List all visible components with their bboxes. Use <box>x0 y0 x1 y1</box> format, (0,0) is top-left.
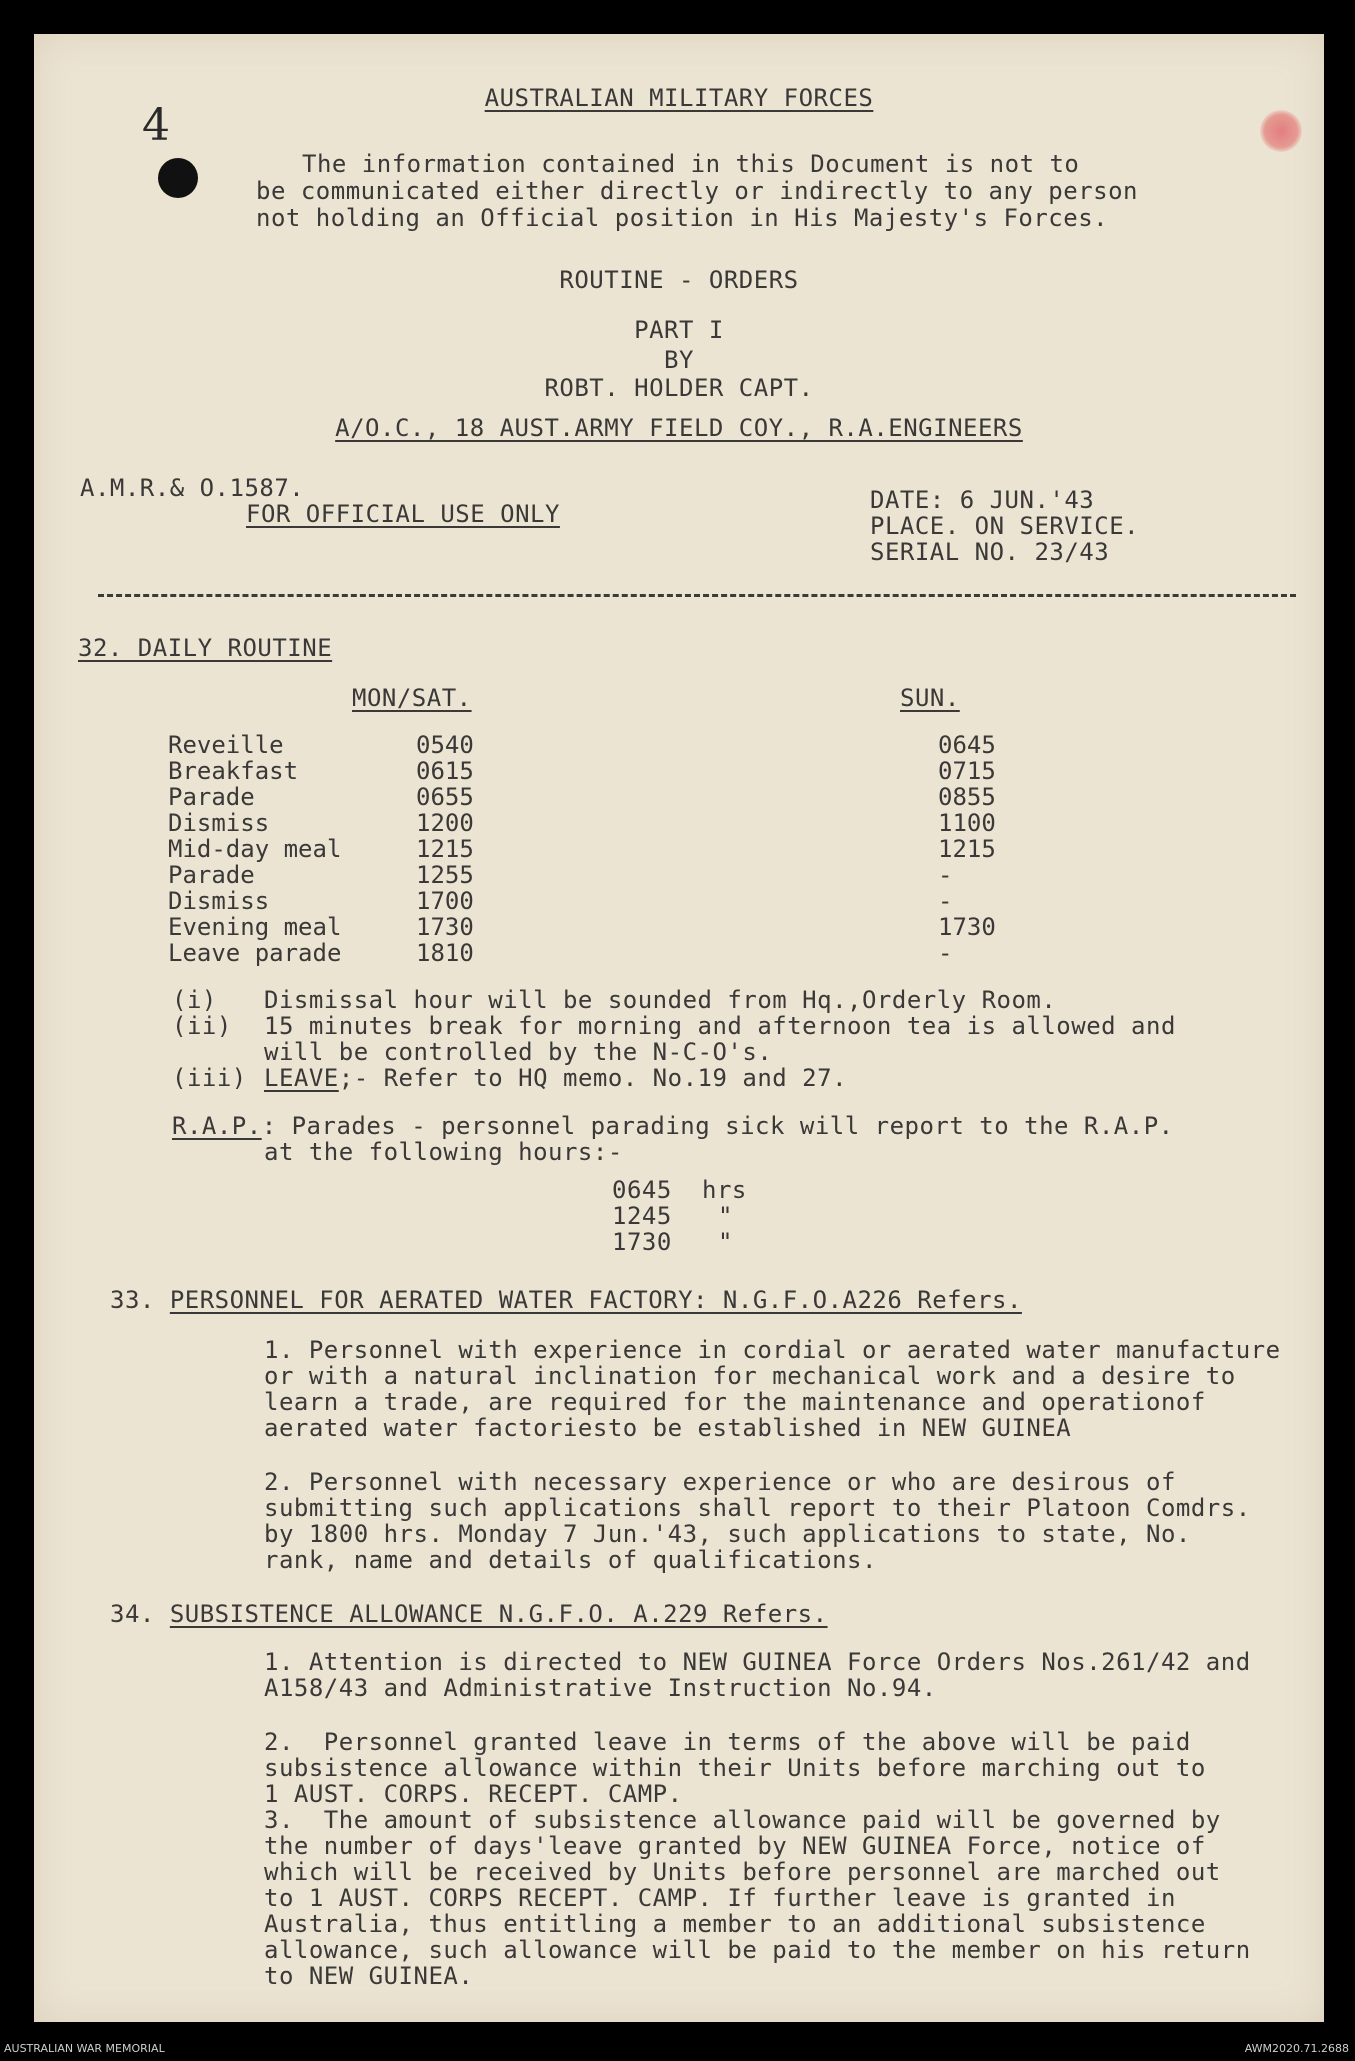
red-seal-mark <box>1260 110 1302 152</box>
s34-p3-line: the number of days'leave granted by NEW GUINEA Force, notice of <box>264 1832 1206 1860</box>
section-34-title: SUBSISTENCE ALLOWANCE N.G.F.O. A.229 Refers. <box>169 1600 828 1628</box>
s34-p3-line: allowance, such allowance will be paid to the member on his return <box>264 1936 1251 1964</box>
routine-time-sun: 1100 <box>938 809 996 837</box>
rap-hour-time: 1245 <box>612 1202 672 1230</box>
s33-p1-line: learn a trade, are required for the maintenance and operationof <box>264 1388 1206 1416</box>
section-33-title <box>170 1286 1022 1314</box>
serial-line: SERIAL NO. 23/43 <box>870 538 1110 566</box>
routine-activity: Breakfast <box>168 757 299 785</box>
section-33-number: 33. <box>110 1286 155 1314</box>
routine-activity: Evening meal <box>168 913 342 941</box>
routine-time-mon-sat: 1200 <box>416 809 474 837</box>
routine-time-mon-sat: 1810 <box>416 939 474 967</box>
routine-time-mon-sat: 1730 <box>416 913 474 941</box>
section-34-heading <box>110 1600 828 1628</box>
s34-p2-line: subsistence allowance within their Units before marching out to <box>264 1754 1206 1782</box>
unit-name: A/O.C., 18 AUST.ARMY FIELD COY., R.A.ENGINEERS <box>335 414 1023 442</box>
routine-time-sun: 1730 <box>938 913 996 941</box>
orders-title: ROUTINE - ORDERS <box>559 266 799 294</box>
rap-label: R.A.P. <box>172 1112 262 1140</box>
s34-p1-line: A158/43 and Administrative Instruction No.94. <box>264 1674 937 1702</box>
routine-activity: Mid-day meal <box>168 835 342 863</box>
col-header-sun: SUN. <box>900 684 960 712</box>
caveat-line-3: not holding an Official position in His Majesty's Forces. <box>256 204 1109 232</box>
routine-time-sun: 0715 <box>938 757 996 785</box>
routine-row <box>168 914 1068 940</box>
routine-time-mon-sat: 1255 <box>416 861 474 889</box>
routine-time-sun: 0645 <box>938 731 996 759</box>
s33-p1-line: aerated water factoriesto be established in NEW GUINEA <box>264 1414 1072 1442</box>
rap-hour-unit: " <box>718 1202 733 1230</box>
regulation-ref: A.M.R.& O.1587. <box>80 474 305 502</box>
by-label: BY <box>664 346 694 374</box>
routine-time-mon-sat: 0655 <box>416 783 474 811</box>
routine-time-sun: 0855 <box>938 783 996 811</box>
section-33-title-text: PERSONNEL FOR AERATED WATER FACTORY: <box>169 1286 708 1314</box>
note-i-text: Dismissal hour will be sounded from Hq.,Orderly Room. <box>264 986 1057 1014</box>
routine-row <box>168 784 1068 810</box>
date-line: DATE: 6 JUN.'43 <box>870 486 1095 514</box>
routine-activity: Reveille <box>168 731 284 759</box>
s34-p3-line: to 1 AUST. CORPS RECEPT. CAMP. If further leave is granted in <box>264 1884 1176 1912</box>
routine-row <box>168 836 1068 862</box>
s34-p3-line: Australia, thus entitling a member to an additional subsistence <box>264 1910 1206 1938</box>
routine-time-mon-sat: 0540 <box>416 731 474 759</box>
routine-time-sun: - <box>938 887 953 915</box>
punch-hole <box>158 158 198 198</box>
routine-time-sun: 1215 <box>938 835 996 863</box>
s34-p3-line: to NEW GUINEA. <box>264 1962 474 1990</box>
routine-time-mon-sat: 0615 <box>416 757 474 785</box>
routine-row <box>168 758 1068 784</box>
rap-hour-time: 0645 <box>612 1176 672 1204</box>
section-34-number: 34. <box>110 1600 155 1628</box>
s34-p3-line: 3. The amount of subsistence allowance paid will be governed by <box>264 1806 1221 1834</box>
rap-hour-time: 1730 <box>612 1228 672 1256</box>
routine-row <box>168 732 1068 758</box>
routine-row <box>168 810 1068 836</box>
document-page <box>34 34 1324 2022</box>
s33-p2-line: rank, name and details of qualifications. <box>264 1546 877 1574</box>
note-iii-label: LEAVE <box>264 1064 339 1092</box>
part-label: PART I <box>634 316 724 344</box>
note-iii-number: (iii) <box>172 1064 247 1092</box>
rap-hour-unit: " <box>718 1228 733 1256</box>
routine-time-mon-sat: 1215 <box>416 835 474 863</box>
place-line: PLACE. ON SERVICE. <box>870 512 1140 540</box>
routine-activity: Leave parade <box>168 939 342 967</box>
rap-hour-unit: hrs <box>702 1176 747 1204</box>
s34-p2-line: 1 AUST. CORPS. RECEPT. CAMP. <box>264 1780 683 1808</box>
header-divider <box>98 594 1296 597</box>
note-iii-line <box>264 1064 847 1092</box>
note-iii-text: ;- Refer to HQ memo. No.19 and 27. <box>338 1064 848 1092</box>
note-ii-number: (ii) <box>172 1012 232 1040</box>
routine-row <box>168 862 1068 888</box>
official-use-label: FOR OFFICIAL USE ONLY <box>246 500 560 528</box>
routine-row <box>168 940 1068 966</box>
routine-activity: Parade <box>168 861 255 889</box>
caveat-line-2: be communicated either directly or indirectly to any person <box>256 177 1139 205</box>
routine-time-sun: - <box>938 861 953 889</box>
section-33-reference: N.G.F.O.A226 Refers. <box>707 1286 1022 1314</box>
s33-p1-line: 1. Personnel with experience in cordial or aerated water manufacture <box>264 1336 1281 1364</box>
note-ii-text-1: 15 minutes break for morning and afternoon tea is allowed and <box>264 1012 1176 1040</box>
s33-p2-line: submitting such applications shall report to their Platoon Comdrs. <box>264 1494 1251 1522</box>
col-header-mon-sat: MON/SAT. <box>352 684 472 712</box>
footer-institution: AUSTRALIAN WAR MEMORIAL <box>4 2042 165 2055</box>
rap-line-1 <box>172 1112 1174 1140</box>
s34-p2-line: 2. Personnel granted leave in terms of the above will be paid <box>264 1728 1191 1756</box>
routine-time-sun: - <box>938 939 953 967</box>
routine-activity: Dismiss <box>168 809 270 837</box>
section-33-heading <box>110 1286 1022 1314</box>
routine-activity: Dismiss <box>168 887 270 915</box>
caveat-line-1: The information contained in this Document is not to <box>302 150 1080 178</box>
footer-accession-id: AWM2020.71.2688 <box>1244 2042 1349 2055</box>
page-number-mark: 4 <box>142 100 170 151</box>
routine-time-mon-sat: 1700 <box>416 887 474 915</box>
s33-p2-line: 2. Personnel with necessary experience or who are desirous of <box>264 1468 1176 1496</box>
s34-p3-line: which will be received by Units before personnel are marched out <box>264 1858 1221 1886</box>
note-ii-text-2: will be controlled by the N-C-O's. <box>264 1038 773 1066</box>
routine-activity: Parade <box>168 783 255 811</box>
rap-text-1: : Parades - personnel parading sick will report to the R.A.P. <box>261 1112 1174 1140</box>
routine-row <box>168 888 1068 914</box>
s34-p1-line: 1. Attention is directed to NEW GUINEA Force Orders Nos.261/42 and <box>264 1648 1251 1676</box>
s33-p2-line: by 1800 hrs. Monday 7 Jun.'43, such applications to state, No. <box>264 1520 1191 1548</box>
note-i-number: (i) <box>172 986 217 1014</box>
s33-p1-line: or with a natural inclination for mechanical work and a desire to <box>264 1362 1236 1390</box>
document-title: AUSTRALIAN MILITARY FORCES <box>484 84 874 112</box>
section-32-heading: 32. DAILY ROUTINE <box>78 634 333 662</box>
rap-text-2: at the following hours:- <box>264 1138 623 1166</box>
officer-name: ROBT. HOLDER CAPT. <box>544 374 814 402</box>
